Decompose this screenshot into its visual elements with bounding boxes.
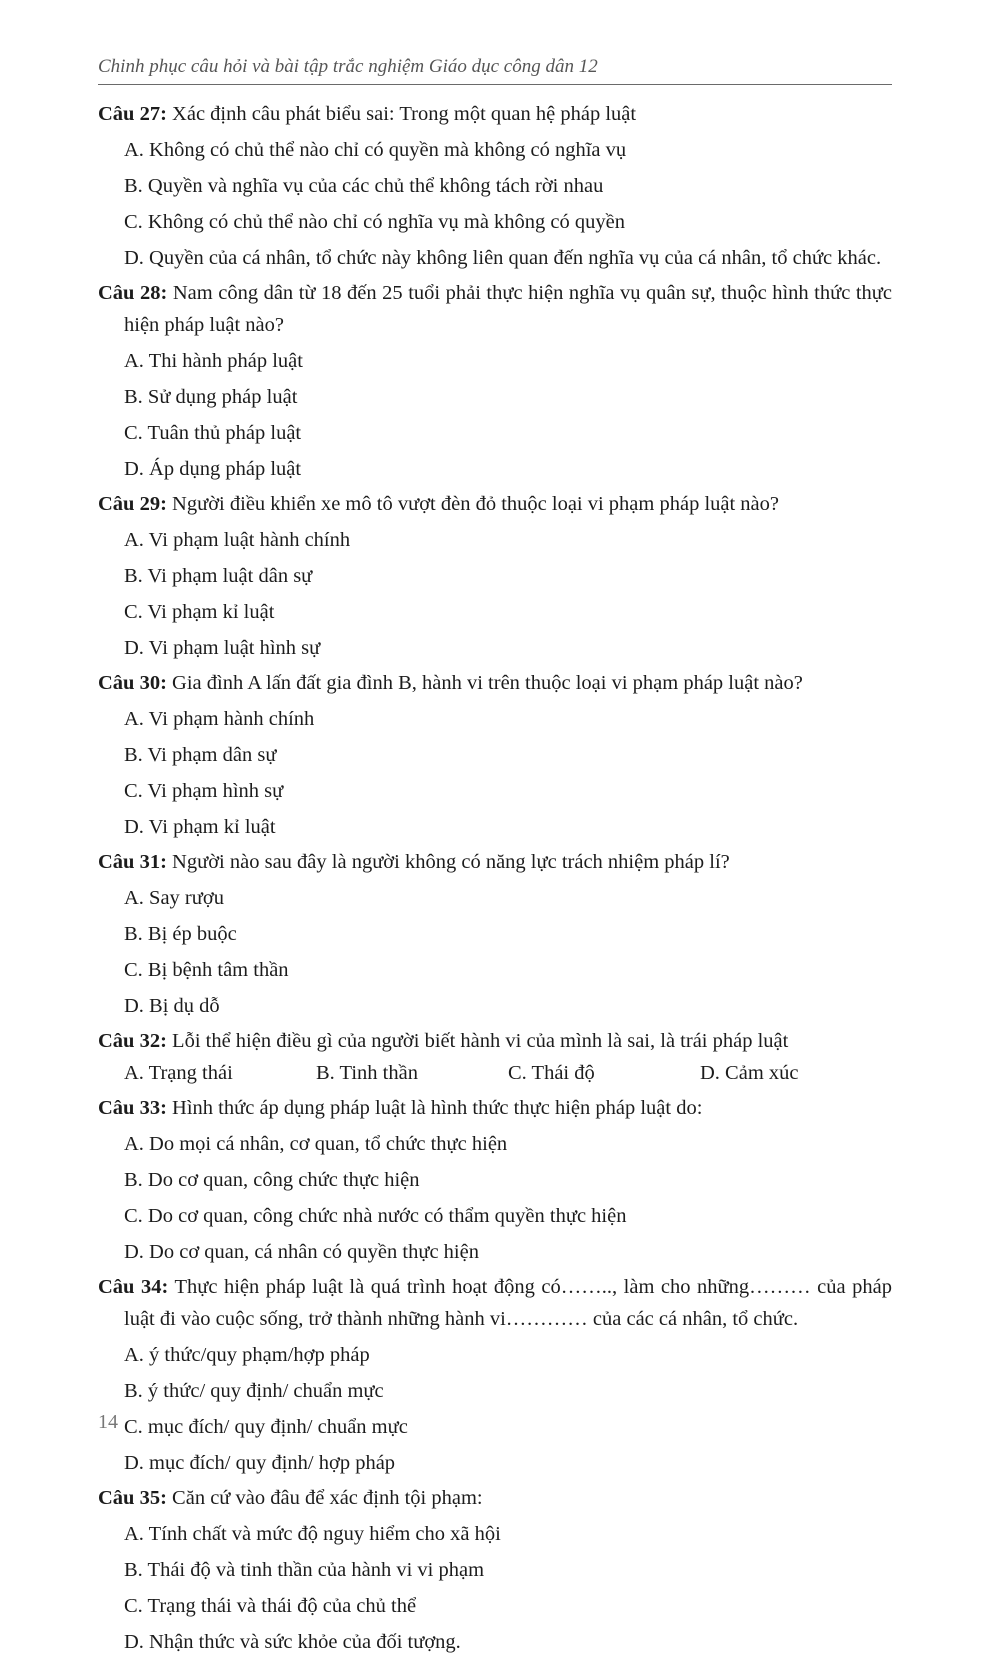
option-c: C. mục đích/ quy định/ chuẩn mực [124,1416,408,1438]
option-c: C. Không có chủ thể nào chỉ có nghĩa vụ mà không có quyền [124,211,625,233]
question-number: Câu 33: [98,1097,167,1119]
option-c: C. Thái độ [508,1062,595,1084]
option-a: A. ý thức/quy phạm/hợp pháp [124,1344,370,1366]
option-b: B. Quyền và nghĩa vụ của các chủ thể không tách rời nhau [124,175,604,197]
question-text: Hình thức áp dụng pháp luật là hình thức thực hiện pháp luật do: [172,1097,703,1119]
option-a: A. Vi phạm hành chính [124,708,315,730]
option-d: D. Vi phạm luật hình sự [124,637,321,659]
question-number: Câu 29: [98,493,167,515]
question-28 [98,277,892,485]
question-32 [98,1025,892,1089]
page-number: 14 [98,1411,118,1433]
question-number: Câu 27: [98,103,167,125]
question-text: Nam công dân từ 18 đến 25 tuổi phải thực hiện nghĩa vụ quân sự, thuộc hình thức thực hiện pháp luật nào? [124,282,892,336]
option-a: A. Không có chủ thể nào chỉ có quyền mà không có nghĩa vụ [124,139,627,161]
question-text: Người nào sau đây là người không có năng lực trách nhiệm pháp lí? [172,851,730,873]
option-b: B. Vi phạm dân sự [124,744,277,766]
question-29 [98,488,892,664]
option-d: D. mục đích/ quy định/ hợp pháp [124,1452,396,1474]
question-30 [98,667,892,843]
question-text: Lỗi thể hiện điều gì của người biết hành vi của mình là sai, là trái pháp luật [172,1030,789,1052]
question-text: Người điều khiển xe mô tô vượt đèn đỏ thuộc loại vi phạm pháp luật nào? [172,493,780,515]
option-c: C. Trạng thái và thái độ của chủ thể [124,1595,417,1617]
question-31 [98,846,892,1022]
option-a: A. Vi phạm luật hành chính [124,529,351,551]
question-34 [98,1271,892,1479]
question-number: Câu 35: [98,1487,167,1509]
option-d: D. Bị dụ dỗ [124,995,220,1017]
option-c: C. Vi phạm kỉ luật [124,601,275,623]
question-number: Câu 28: [98,282,168,304]
option-a: A. Do mọi cá nhân, cơ quan, tổ chức thực hiện [124,1133,508,1155]
option-d: D. Do cơ quan, cá nhân có quyền thực hiện [124,1241,479,1263]
option-a: A. Tính chất và mức độ nguy hiểm cho xã hội [124,1523,501,1545]
option-c: C. Do cơ quan, công chức nhà nước có thẩm quyền thực hiện [124,1205,627,1227]
option-b: B. Thái độ và tinh thần của hành vi vi phạm [124,1559,485,1581]
option-d: D. Áp dụng pháp luật [124,458,302,480]
option-a: A. Say rượu [124,887,224,909]
question-35 [98,1482,892,1658]
option-b: B. Vi phạm luật dân sự [124,565,313,587]
question-text: Xác định câu phát biểu sai: Trong một quan hệ pháp luật [172,103,637,125]
question-27 [98,98,892,274]
option-b: B. Tinh thần [316,1062,418,1084]
option-c: C. Vi phạm hình sự [124,780,284,802]
option-a: A. Trạng thái [124,1062,233,1084]
option-d: D. Quyền của cá nhân, tổ chức này không liên quan đến nghĩa vụ của cá nhân, tổ chức khác. [124,247,882,269]
option-b: B. ý thức/ quy định/ chuẩn mực [124,1380,384,1402]
option-b: B. Do cơ quan, công chức thực hiện [124,1169,420,1191]
question-text: Thực hiện pháp luật là quá trình hoạt động có…….., làm cho những……… của pháp luật đi vào cuộc sống, trở thành những hành vi………… của các cá nhân, tổ chức. [124,1276,892,1330]
option-c: C. Bị bệnh tâm thần [124,959,289,981]
option-d: D. Vi phạm kỉ luật [124,816,276,838]
question-number: Câu 32: [98,1030,167,1052]
question-list [98,95,892,1658]
question-number: Câu 31: [98,851,167,873]
option-b: B. Bị ép buộc [124,923,237,945]
option-b: B. Sử dụng pháp luật [124,386,298,408]
question-number: Câu 34: [98,1276,169,1298]
question-33 [98,1092,892,1268]
option-d: D. Nhận thức và sức khỏe của đối tượng. [124,1631,461,1653]
option-d: D. Cảm xúc [700,1062,799,1084]
question-text: Căn cứ vào đâu để xác định tội phạm: [172,1487,483,1509]
question-number: Câu 30: [98,672,167,694]
option-c: C. Tuân thủ pháp luật [124,422,302,444]
option-a: A. Thi hành pháp luật [124,350,303,372]
question-text: Gia đình A lấn đất gia đình B, hành vi trên thuộc loại vi phạm pháp luật nào? [172,672,803,694]
running-header: Chinh phục câu hỏi và bài tập trắc nghiệm Giáo dục công dân 12 [98,56,892,85]
